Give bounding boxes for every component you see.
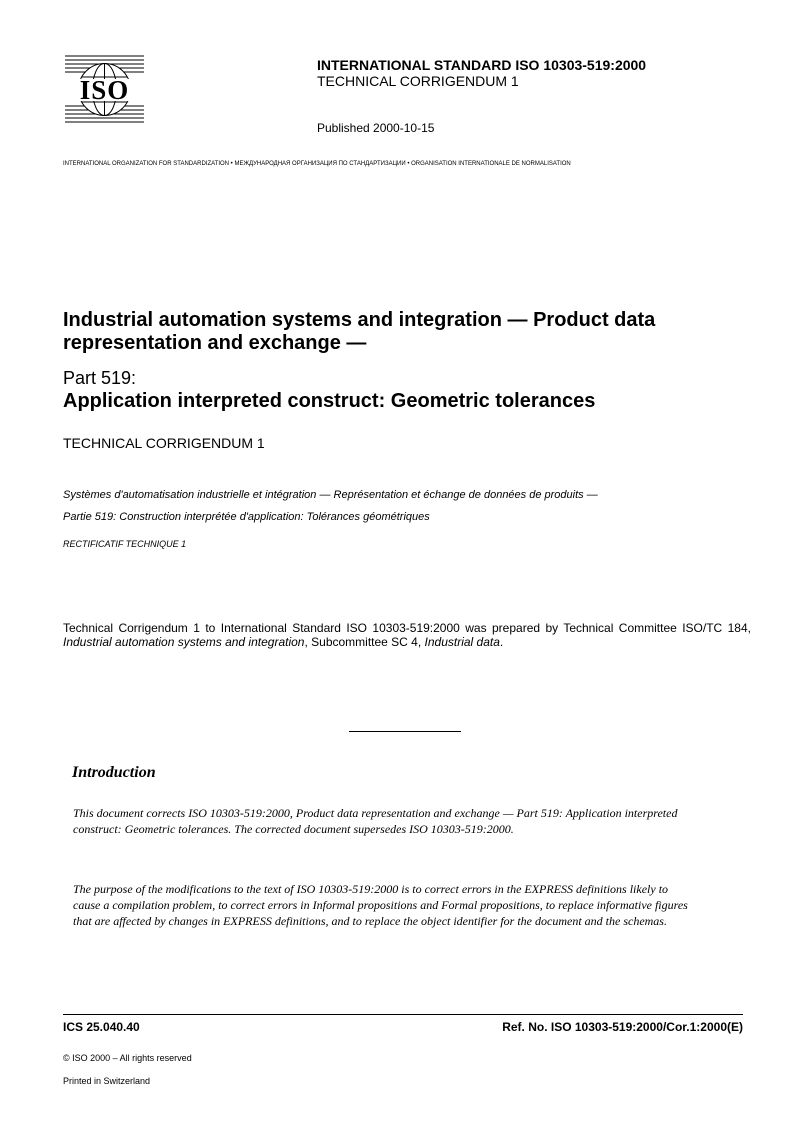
- introduction-heading: Introduction: [72, 764, 156, 781]
- document-title: Industrial automation systems and integration — Product data representation and exchange —: [63, 309, 656, 354]
- published-date: Published 2000-10-15: [317, 121, 435, 135]
- printed-in: Printed in Switzerland: [63, 1076, 151, 1086]
- part-number: Part 519:: [63, 368, 137, 388]
- preparation-text-1: Technical Corrigendum 1 to International Standard ISO 10303-519:2000 was prepared by Technical Committee ISO/TC 184,: [63, 621, 751, 635]
- subcommittee-name: Industrial data: [424, 635, 500, 649]
- svg-text:ISO: ISO: [79, 75, 130, 105]
- committee-name: Industrial automation systems and integration: [63, 635, 305, 649]
- copyright-notice: © ISO 2000 – All rights reserved: [63, 1053, 192, 1063]
- separator-line: [349, 731, 461, 732]
- introduction-paragraph-2: The purpose of the modifications to the text of ISO 10303-519:2000 is to correct errors in the EXPRESS definitions likely to cause a compilation problem, to correct errors in Informal propositions and Formal propositions, to replace informative figures that are affected by changes in EXPRESS definitions, and to replace the object identifier for the document and the schemas.: [73, 882, 688, 928]
- reference-number: Ref. No. ISO 10303-519:2000/Cor.1:2000(E): [502, 1020, 743, 1034]
- introduction-paragraph-1: This document corrects ISO 10303-519:2000, Product data representation and exchange — Part 519: Application interpreted construct: Geometric tolerances. The corrected document supersedes ISO 10303-519:2000.: [73, 806, 678, 836]
- corrigendum-label: TECHNICAL CORRIGENDUM 1: [317, 73, 519, 89]
- organization-line: INTERNATIONAL ORGANIZATION FOR STANDARDIZATION • МЕЖДУНАРОДНАЯ ОРГАНИЗАЦИЯ ПО СТАНДАРТИЗАЦИИ • ORGANISATION INTERNATIONALE DE NORMALISATION: [63, 161, 571, 167]
- part-title: Application interpreted construct: Geometric tolerances: [63, 390, 596, 412]
- preparation-text-3: .: [499, 635, 504, 649]
- french-corrigendum-label: RECTIFICATIF TECHNIQUE 1: [63, 539, 187, 549]
- french-title-line-2: Partie 519: Construction interprétée d'application: Tolérances géométriques: [63, 511, 430, 523]
- technical-corrigendum-label: TECHNICAL CORRIGENDUM 1: [63, 435, 265, 451]
- ics-code: ICS 25.040.40: [63, 1020, 140, 1034]
- preparation-text-2: , Subcommittee SC 4,: [304, 635, 425, 649]
- footer-rule: [63, 1014, 743, 1015]
- iso-logo-icon: [63, 53, 146, 126]
- preparation-statement: [63, 621, 751, 649]
- standard-designation: INTERNATIONAL STANDARD ISO 10303-519:2000: [317, 57, 647, 73]
- french-title-line-1: Systèmes d'automatisation industrielle et intégration — Représentation et échange de données de produits —: [63, 489, 598, 501]
